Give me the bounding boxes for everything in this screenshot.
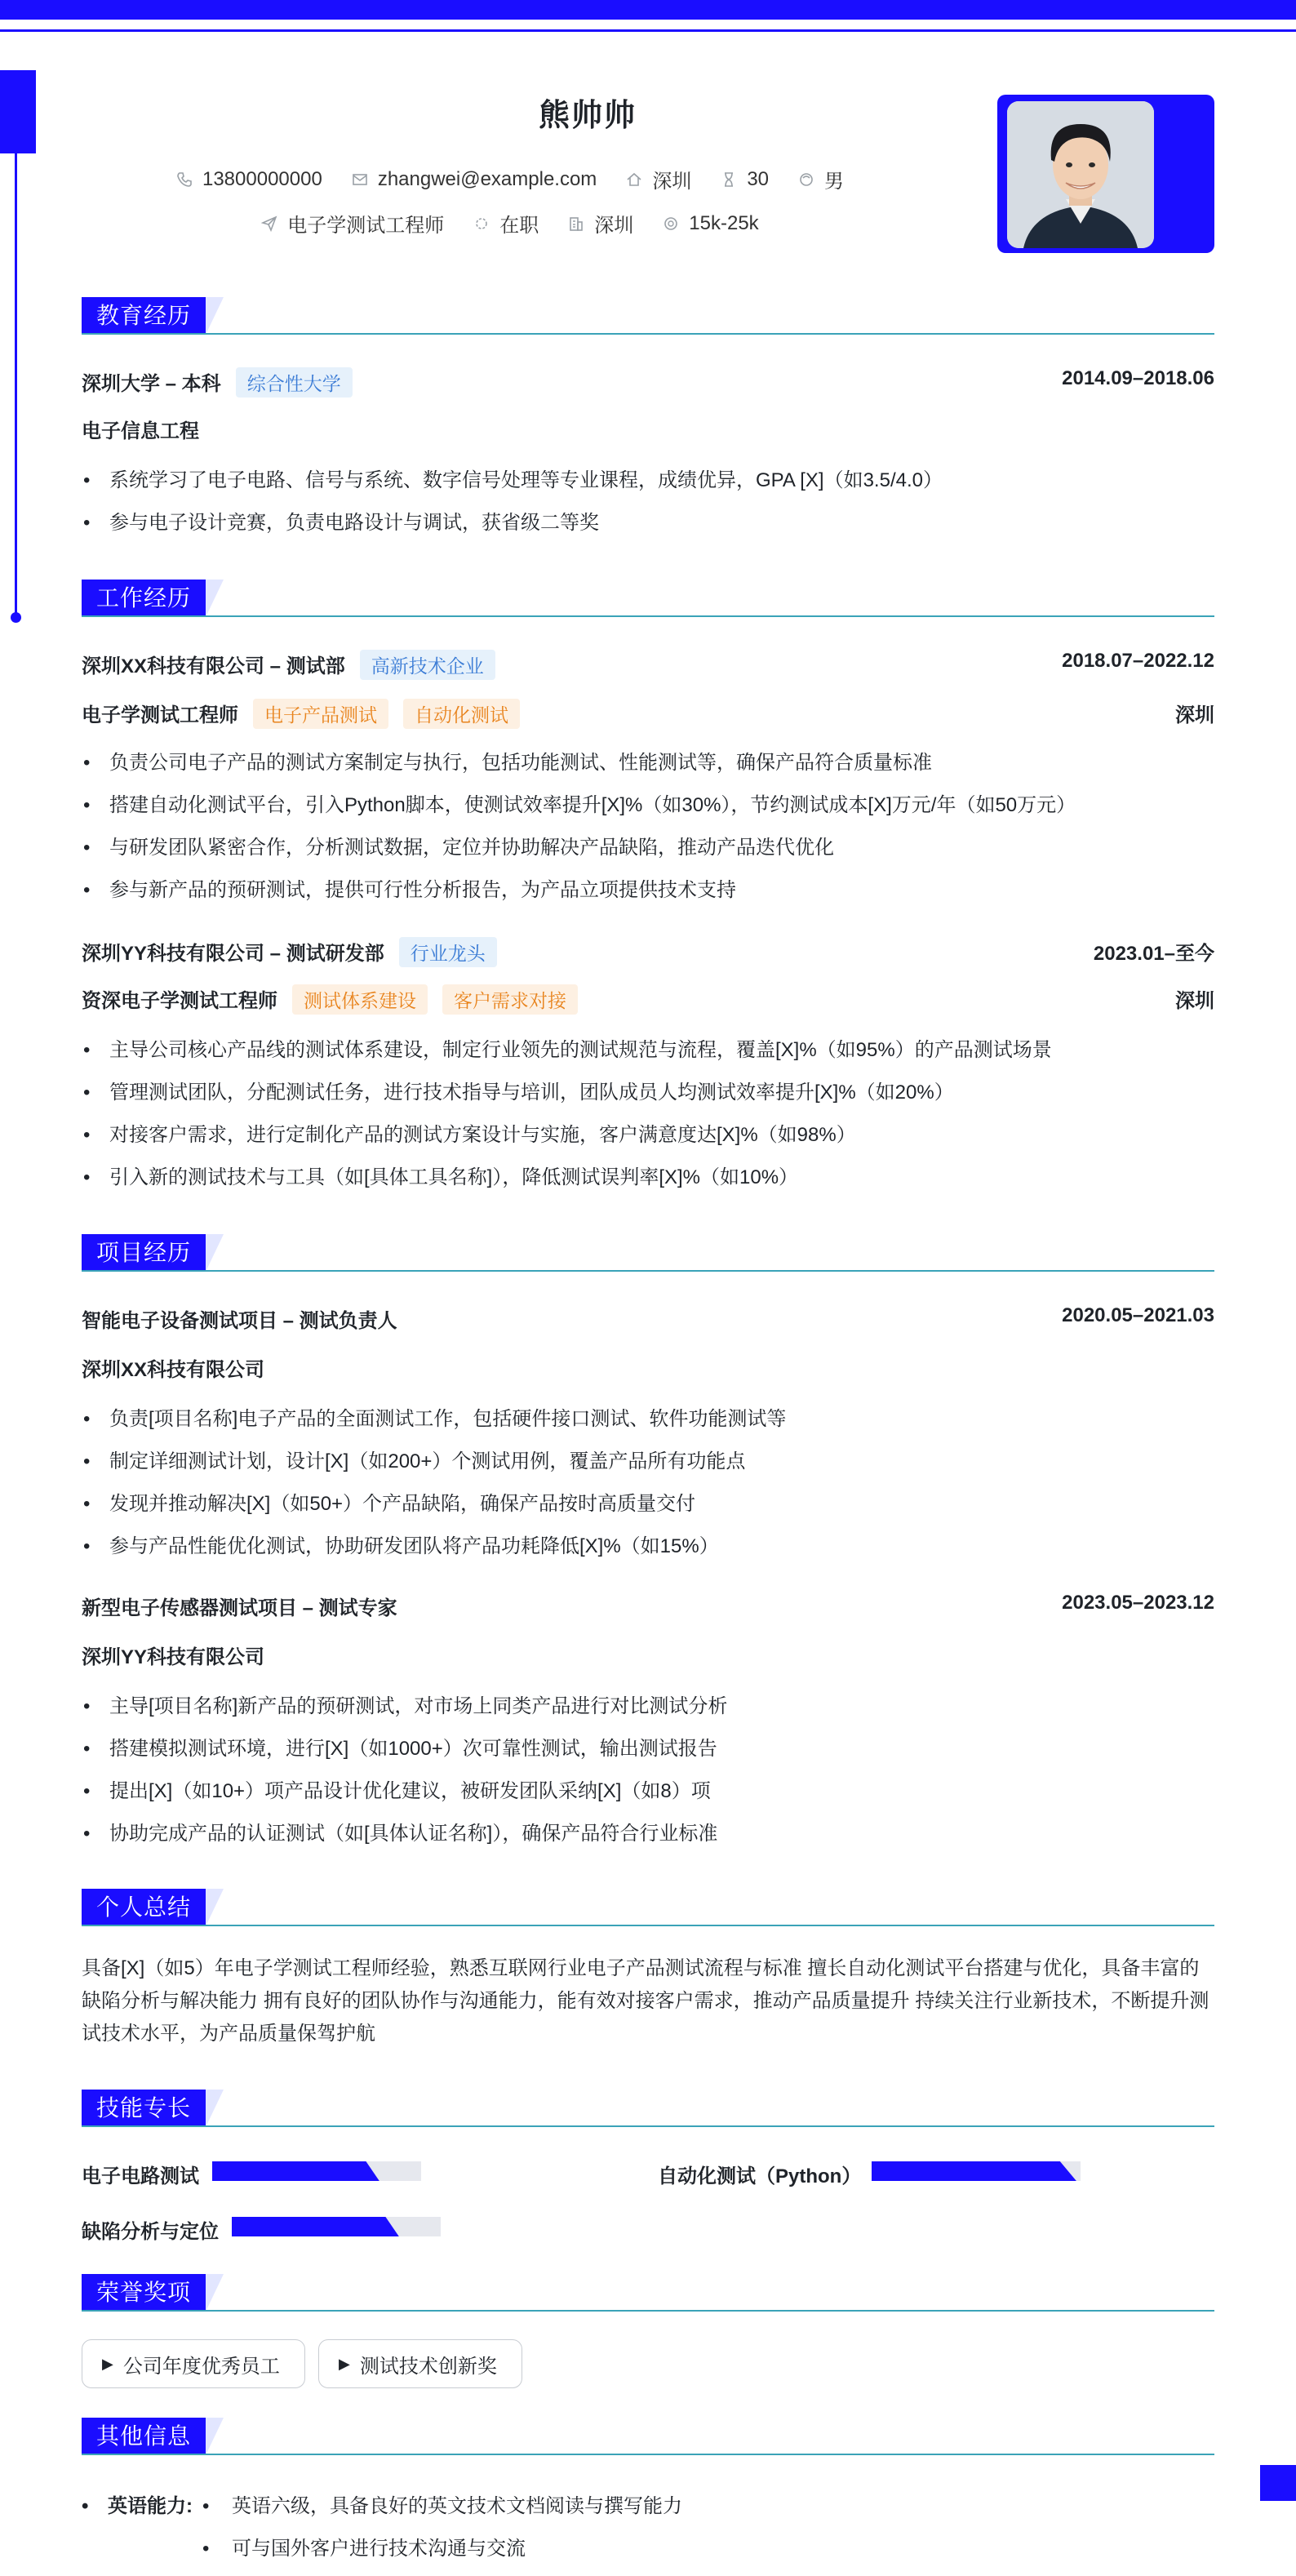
left-accent-block xyxy=(0,70,36,153)
phone-item xyxy=(176,168,322,191)
gender-item xyxy=(798,165,844,193)
skill-name: 电子电路测试 xyxy=(82,2165,199,2187)
section-divider xyxy=(82,1925,1214,1926)
section-divider xyxy=(82,2125,1214,2127)
left-accent-line xyxy=(15,153,17,617)
city-item xyxy=(626,165,691,193)
work-company: 深圳XX科技有限公司 – 测试部 xyxy=(82,655,345,677)
skill-bar-fill xyxy=(232,2217,399,2236)
list-item: • 可与国外客户进行技术沟通与交流 xyxy=(202,2532,526,2560)
left-accent-dot xyxy=(11,612,21,623)
email-item xyxy=(352,168,597,191)
job-title-text: 电子学测试工程师 xyxy=(287,215,445,237)
list-item: • 参与新产品的预研测试，提供可行性分析报告，为产品立项提供技术支持 xyxy=(82,873,736,902)
list-item: • 制定详细测试计划，设计[X]（如200+）个测试用例，覆盖产品所有功能点 xyxy=(82,1445,745,1473)
list-item: • 发现并推动解决[X]（如50+）个产品缺陷，确保产品按时高质量交付 xyxy=(82,1487,695,1516)
hourglass-icon xyxy=(721,171,737,188)
role-tag: 客户需求对接 xyxy=(442,984,578,1015)
skill-name: 缺陷分析与定位 xyxy=(82,2221,219,2243)
target-city-item xyxy=(568,209,633,238)
work-date: 2018.07–2022.12 xyxy=(1062,650,1214,672)
role-tag: 自动化测试 xyxy=(403,699,520,729)
section-divider xyxy=(82,1270,1214,1272)
list-item: • 管理测试团队，分配测试任务，进行技术指导与培训，团队成员人均测试效率提升[X]%（如20%） xyxy=(82,1076,954,1104)
section-title-skills: 技能专长 xyxy=(82,2090,224,2127)
contact-row xyxy=(82,165,939,193)
salary-text: 15k-25k xyxy=(689,211,759,234)
mail-icon xyxy=(352,171,368,188)
status-item xyxy=(473,209,539,238)
list-item: • 搭建模拟测试环境，进行[X]（如1000+）次可靠性测试，输出测试报告 xyxy=(82,1732,717,1761)
section-divider xyxy=(82,615,1214,617)
list-item: • 主导公司核心产品线的测试体系建设，制定行业领先的测试规范与流程，覆盖[X]%（如95%）的产品测试场景 xyxy=(82,1033,1052,1062)
age-item xyxy=(721,168,769,191)
list-item: • 参与电子设计竞赛，负责电路设计与调试，获省级二等奖 xyxy=(82,506,599,535)
work-tag: 行业龙头 xyxy=(399,937,497,967)
job-title-item xyxy=(261,209,444,238)
project-date: 2020.05–2021.03 xyxy=(1062,1304,1214,1326)
project-date: 2023.05–2023.12 xyxy=(1062,1592,1214,1614)
award-item xyxy=(318,2339,522,2388)
list-item: • 参与产品性能优化测试，协助研发团队将产品功耗降低[X]%（如15%） xyxy=(82,1530,719,1558)
work-role-row xyxy=(82,699,520,729)
work-role-row xyxy=(82,984,578,1015)
skill-bar-fill xyxy=(212,2161,379,2181)
list-item: • 英语六级，具备良好的英文技术文档阅读与撰写能力 xyxy=(202,2489,682,2518)
project-company: 深圳XX科技有限公司 xyxy=(82,1359,265,1381)
building-icon xyxy=(568,215,584,232)
list-item: • 协助完成产品的认证测试（如[具体认证名称]），确保产品符合行业标准 xyxy=(82,1817,717,1845)
section-divider xyxy=(82,2454,1214,2455)
education-school: 深圳大学 – 本科 xyxy=(82,373,221,395)
target-city-text: 深圳 xyxy=(594,215,634,237)
list-item: • 提出[X]（如10+）项产品设计优化建议，被研发团队采纳[X]（如8）项 xyxy=(82,1774,711,1803)
avatar xyxy=(1007,101,1154,248)
city-text: 深圳 xyxy=(652,171,692,193)
work-location: 深圳 xyxy=(1175,990,1214,1012)
top-accent-line xyxy=(0,29,1296,32)
list-item: • 与研发团队紧密合作，分析测试数据，定位并协助解决产品缺陷，推动产品迭代优化 xyxy=(82,831,834,859)
work-company: 深圳YY科技有限公司 – 测试研发部 xyxy=(82,943,384,965)
section-divider xyxy=(82,333,1214,335)
age-text: 30 xyxy=(747,167,770,190)
right-accent-square xyxy=(1260,2465,1296,2501)
section-title-project: 项目经历 xyxy=(82,1234,224,1272)
list-item: • 负责公司电子产品的测试方案制定与执行，包括功能测试、性能测试等，确保产品符合质量标准 xyxy=(82,746,932,775)
email-text: zhangwei@example.com xyxy=(377,167,597,190)
skill-level-bar xyxy=(212,2161,421,2181)
education-date: 2014.09–2018.06 xyxy=(1062,367,1214,389)
list-item: • 负责[项目名称]电子产品的全面测试工作，包括硬件接口测试、软件功能测试等 xyxy=(82,1402,786,1431)
list-item: • 引入新的测试技术与工具（如[具体工具名称]），降低测试误判率[X]%（如10%） xyxy=(82,1161,798,1189)
role-tag: 测试体系建设 xyxy=(292,984,428,1015)
list-item: • 系统学习了电子电路、信号与系统、数字信号处理等专业课程，成绩优异，GPA [X]（如3.5/4.0） xyxy=(82,464,943,492)
award-text: 测试技术创新奖 xyxy=(359,2355,497,2378)
work-company-row xyxy=(82,937,497,967)
work-date: 2023.01–至今 xyxy=(1093,943,1214,965)
summary-text: 具备[X]（如5）年电子学测试工程师经验，熟悉互联网行业电子产品测试流程与标准 擅长自动化测试平台搭建与优化，具备丰富的缺陷分析与解决能力 拥有良好的团队协作与沟通能力，能有效对接客户需求，推动产品质量提升 持续关注行业新技术，不断提升测试技术水平，为产品质量保驾护航 xyxy=(82,1957,1209,2045)
list-item: • 对接客户需求，进行定制化产品的测试方案设计与实施，客户满意度达[X]%（如98%） xyxy=(82,1118,856,1147)
section-title-work: 工作经历 xyxy=(82,580,224,617)
section-title-awards: 荣誉奖项 xyxy=(82,2274,224,2312)
section-divider xyxy=(82,2310,1214,2312)
gender-icon xyxy=(798,171,814,188)
project-title: 智能电子设备测试项目 – 测试负责人 xyxy=(82,1310,397,1332)
send-icon xyxy=(261,215,277,232)
work-location: 深圳 xyxy=(1175,704,1214,726)
skill-bar-fill xyxy=(872,2161,1076,2181)
coin-icon xyxy=(663,215,679,232)
resume-name: 熊帅帅 xyxy=(538,99,637,133)
play-icon: ▶ xyxy=(102,2355,113,2372)
gender-text: 男 xyxy=(824,171,845,193)
section-title-other: 其他信息 xyxy=(82,2418,224,2455)
skill-level-bar xyxy=(872,2161,1081,2181)
other-label: • 英语能力: xyxy=(82,2489,193,2518)
salary-item xyxy=(663,212,758,235)
project-title: 新型电子传感器测试项目 – 测试专家 xyxy=(82,1597,397,1619)
section-title-summary: 个人总结 xyxy=(82,1889,224,1926)
list-item: • 搭建自动化测试平台，引入Python脚本，使测试效率提升[X]%（如30%），节约测试成本[X]万元/年（如50万元） xyxy=(82,788,1076,817)
work-tag: 高新技术企业 xyxy=(360,650,495,680)
education-tag: 综合性大学 xyxy=(236,367,353,398)
phone-text: 13800000000 xyxy=(202,167,322,190)
list-item: • 主导[项目名称]新产品的预研测试，对市场上同类产品进行对比测试分析 xyxy=(82,1690,727,1718)
skill-level-bar xyxy=(232,2217,441,2236)
job-info-row xyxy=(82,209,939,238)
status-icon xyxy=(473,215,490,232)
role-tag: 电子产品测试 xyxy=(253,699,388,729)
work-role: 资深电子学测试工程师 xyxy=(82,990,277,1012)
education-school-row xyxy=(82,367,353,398)
skill-name: 自动化测试（Python） xyxy=(658,2165,862,2187)
home-icon xyxy=(626,171,642,188)
project-company: 深圳YY科技有限公司 xyxy=(82,1646,265,1668)
award-text: 公司年度优秀员工 xyxy=(122,2355,280,2378)
work-role: 电子学测试工程师 xyxy=(82,704,238,726)
status-text: 在职 xyxy=(499,215,539,237)
play-icon: ▶ xyxy=(339,2355,350,2372)
work-company-row xyxy=(82,650,495,680)
top-accent-bar xyxy=(0,0,1296,20)
phone-icon xyxy=(176,171,193,188)
award-item xyxy=(82,2339,305,2388)
section-title-education: 教育经历 xyxy=(82,297,224,335)
education-major: 电子信息工程 xyxy=(82,420,199,442)
